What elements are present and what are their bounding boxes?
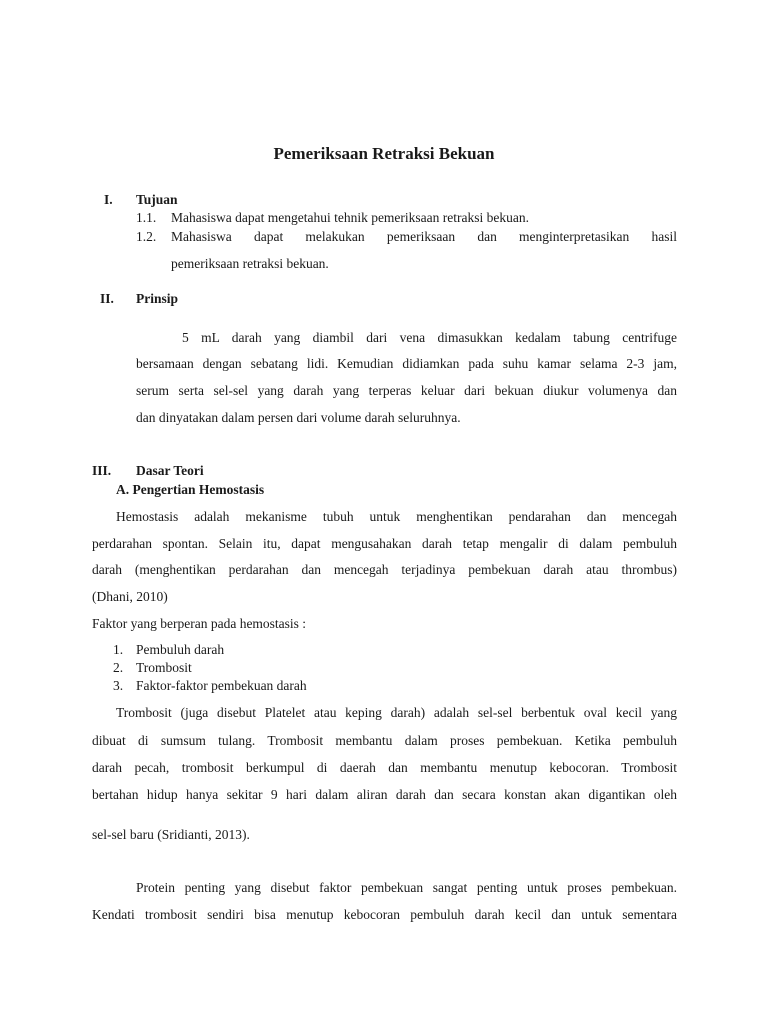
section-3-numeral: III.: [92, 463, 112, 478]
hemostasis-para-line-1: Hemostasis adalah mekanisme tubuh untuk menghentikan pendarahan dan mencegah: [116, 509, 677, 524]
factor-1-text: Pembuluh darah: [136, 642, 225, 657]
factor-2-number: 2.: [113, 660, 124, 675]
section-2-numeral: II.: [100, 291, 114, 306]
section-1-numeral: I.: [104, 192, 113, 207]
factor-3-number: 3.: [113, 678, 124, 693]
section-3-heading: Dasar Teori: [136, 463, 204, 478]
protein-para-line-2: Kendati trombosit sendiri bisa menutup kebocoran pembuluh darah kecil dan untuk sementara: [92, 907, 677, 922]
hemostasis-para-line-4: (Dhani, 2010): [92, 589, 168, 604]
section-1-item-1-number: 1.1.: [136, 210, 157, 225]
principle-line-1: 5 mL darah yang diambil dari vena dimasukkan kedalam tabung centrifuge: [182, 330, 677, 345]
trombosit-para-line-1: Trombosit (juga disebut Platelet atau keping darah) adalah sel-sel berbentuk oval kecil yang: [116, 705, 677, 720]
factor-1-number: 1.: [113, 642, 124, 657]
hemostasis-para-line-2: perdarahan spontan. Selain itu, dapat mengusahakan darah tetap mengalir di dalam pembuluh: [92, 536, 677, 551]
page-title: Pemeriksaan Retraksi Bekuan: [273, 144, 495, 163]
factor-3-text: Faktor-faktor pembekuan darah: [136, 678, 307, 693]
subsection-a-heading: A. Pengertian Hemostasis: [116, 482, 265, 497]
principle-line-3: serum serta sel-sel yang darah yang terperas keluar dari bekuan diukur volumenya dan: [136, 383, 677, 398]
section-2-heading: Prinsip: [136, 291, 179, 306]
trombosit-para-line-4: bertahan hidup hanya sekitar 9 hari dalam aliran darah dan secara konstan akan digantikan oleh: [92, 787, 677, 802]
hemostasis-para-line-3: darah (menghentikan perdarahan dan mencegah terjadinya pembekuan darah atau thrombus): [92, 562, 677, 577]
section-1-item-1-text: Mahasiswa dapat mengetahui tehnik pemeriksaan retraksi bekuan.: [171, 210, 530, 225]
principle-line-2: bersamaan dengan sebatang lidi. Kemudian didiamkan pada suhu kamar selama 2-3 jam,: [136, 356, 677, 371]
section-1-item-2-line-2: pemeriksaan retraksi bekuan.: [171, 256, 329, 271]
trombosit-para-line-2: dibuat di sumsum tulang. Trombosit membantu dalam proses pembekuan. Ketika pembuluh: [92, 733, 677, 748]
factor-intro: Faktor yang berperan pada hemostasis :: [92, 616, 307, 631]
factor-2-text: Trombosit: [136, 660, 192, 675]
principle-line-4: dan dinyatakan dalam persen dari volume darah seluruhnya.: [136, 410, 461, 425]
protein-para-line-1: Protein penting yang disebut faktor pembekuan sangat penting untuk proses pembekuan.: [136, 880, 677, 895]
section-1-item-2-number: 1.2.: [136, 229, 157, 244]
trombosit-para-line-5: sel-sel baru (Sridianti, 2013).: [92, 827, 250, 842]
trombosit-para-line-3: darah pecah, trombosit berkumpul di daerah dan membantu menutup kebocoran. Trombosit: [92, 760, 677, 775]
section-1-item-2-line-1: Mahasiswa dapat melakukan pemeriksaan dan menginterpretasikan hasil: [171, 229, 677, 244]
section-1-heading: Tujuan: [136, 192, 178, 207]
